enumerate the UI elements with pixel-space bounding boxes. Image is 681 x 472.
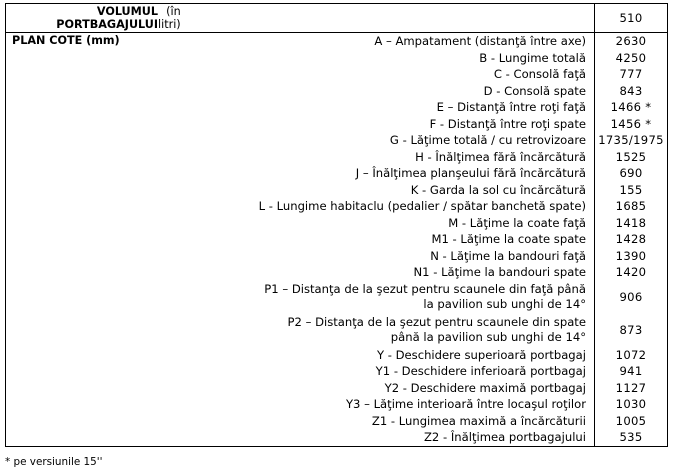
dimension-label: D - Consolă spate (6, 83, 595, 100)
dimension-value: 941 (595, 363, 668, 380)
trunk-volume-value: 510 (595, 4, 668, 33)
dimension-row (6, 198, 668, 215)
dimension-value: 690 (595, 165, 668, 182)
dimension-label: Z1 - Lungimea maximă a încărcăturii (6, 413, 595, 430)
dimension-label: J – Înălţimea planşeului fără încărcătură (6, 165, 595, 182)
dimension-row (6, 264, 668, 281)
dimension-value: 777 (595, 66, 668, 83)
dimension-value: 1127 (595, 380, 668, 397)
dimension-value: 1072 (595, 347, 668, 364)
dimension-label: H - Înălţimea fără încărcătură (6, 149, 595, 166)
dimension-value: 1005 (595, 413, 668, 430)
dimension-value: 873 (595, 314, 668, 347)
dimension-label: M - Lăţime la coate faţă (6, 215, 595, 232)
dimension-label: Y - Deschidere superioară portbagaj (6, 347, 595, 364)
dimension-value: 1030 (595, 396, 668, 413)
dimension-row (6, 314, 668, 347)
dimension-label: Y1 - Deschidere inferioară portbagaj (6, 363, 595, 380)
dimension-row (6, 347, 668, 364)
dimension-label: P2 – Distanţa de la şezut pentru scaunele din spate până la pavilion sub unghi de 14° (6, 314, 595, 347)
dimension-value: 155 (595, 182, 668, 199)
dimension-label: P1 – Distanţa de la şezut pentru scaunele din faţă până la pavilion sub unghi de 14° (6, 281, 595, 314)
dimension-value: 1428 (595, 231, 668, 248)
dimension-value: 4250 (595, 50, 668, 67)
dimension-row (6, 396, 668, 413)
dimension-row (6, 363, 668, 380)
dimension-label: L - Lungime habitaclu (pedalier / spătar banchetă spate) (6, 198, 595, 215)
dimension-row (6, 165, 668, 182)
dimension-row (6, 413, 668, 430)
dimension-label: B - Lungime totală (6, 50, 595, 67)
dimension-row (6, 66, 668, 83)
dimension-row (6, 99, 668, 116)
dimension-row (6, 215, 668, 232)
dimension-row (6, 149, 668, 166)
dimension-row (6, 33, 668, 50)
dimension-row (6, 231, 668, 248)
trunk-volume-unit: (în litri) (158, 5, 181, 31)
dimension-value: 1456 * (595, 116, 668, 133)
dimension-value: 1390 (595, 248, 668, 265)
footnote: * pe versiunile 15'' (5, 456, 103, 468)
dimension-row (6, 182, 668, 199)
dimension-value: 2630 (595, 33, 668, 50)
trunk-volume-label (6, 4, 595, 33)
dimension-label: E – Distanţă între roţi faţă (6, 99, 595, 116)
dimension-label: K - Garda la sol cu încărcătură (6, 182, 595, 199)
dimension-label-text: A – Ampatament (distanţă între axe) (374, 34, 586, 49)
dimension-value: 1525 (595, 149, 668, 166)
dimension-label: Y2 - Deschidere maximă portbagaj (6, 380, 595, 397)
dimension-label: Y3 – Lăţime interioară între locaşul roţilor (6, 396, 595, 413)
plan-title: PLAN COTE (mm) (12, 34, 120, 47)
dimension-value: 1735/1975 (595, 132, 668, 149)
spec-table (5, 3, 668, 447)
dimensions-spec-table (5, 3, 667, 447)
dimension-row (6, 281, 668, 314)
dimension-label: F - Distanţă între roţi spate (6, 116, 595, 133)
dimension-row (6, 116, 668, 133)
dimension-value: 906 (595, 281, 668, 314)
dimension-label: G - Lăţime totală / cu retrovizoare (6, 132, 595, 149)
dimension-row (6, 132, 668, 149)
dimension-row (6, 83, 668, 100)
dimension-value: 535 (595, 429, 668, 446)
dimension-value: 1420 (595, 264, 668, 281)
dimension-row (6, 248, 668, 265)
dimension-value: 1418 (595, 215, 668, 232)
dimension-label: M1 - Lăţime la coate spate (6, 231, 595, 248)
dimension-value: 843 (595, 83, 668, 100)
dimension-value: 1466 * (595, 99, 668, 116)
dimension-row (6, 50, 668, 67)
dimension-row (6, 429, 668, 446)
dimension-label: N - Lăţime la bandouri faţă (6, 248, 595, 265)
trunk-volume-row (6, 4, 668, 33)
dimension-label: Z2 - Înălţimea portbagajului (6, 429, 595, 446)
dimension-label: C - Consolă faţă (6, 66, 595, 83)
dimension-label (6, 33, 595, 50)
dimension-label: N1 - Lăţime la bandouri spate (6, 264, 595, 281)
trunk-volume-title: VOLUMUL PORTBAGAJULUI (56, 5, 158, 31)
dimension-row (6, 380, 668, 397)
dimension-value: 1685 (595, 198, 668, 215)
